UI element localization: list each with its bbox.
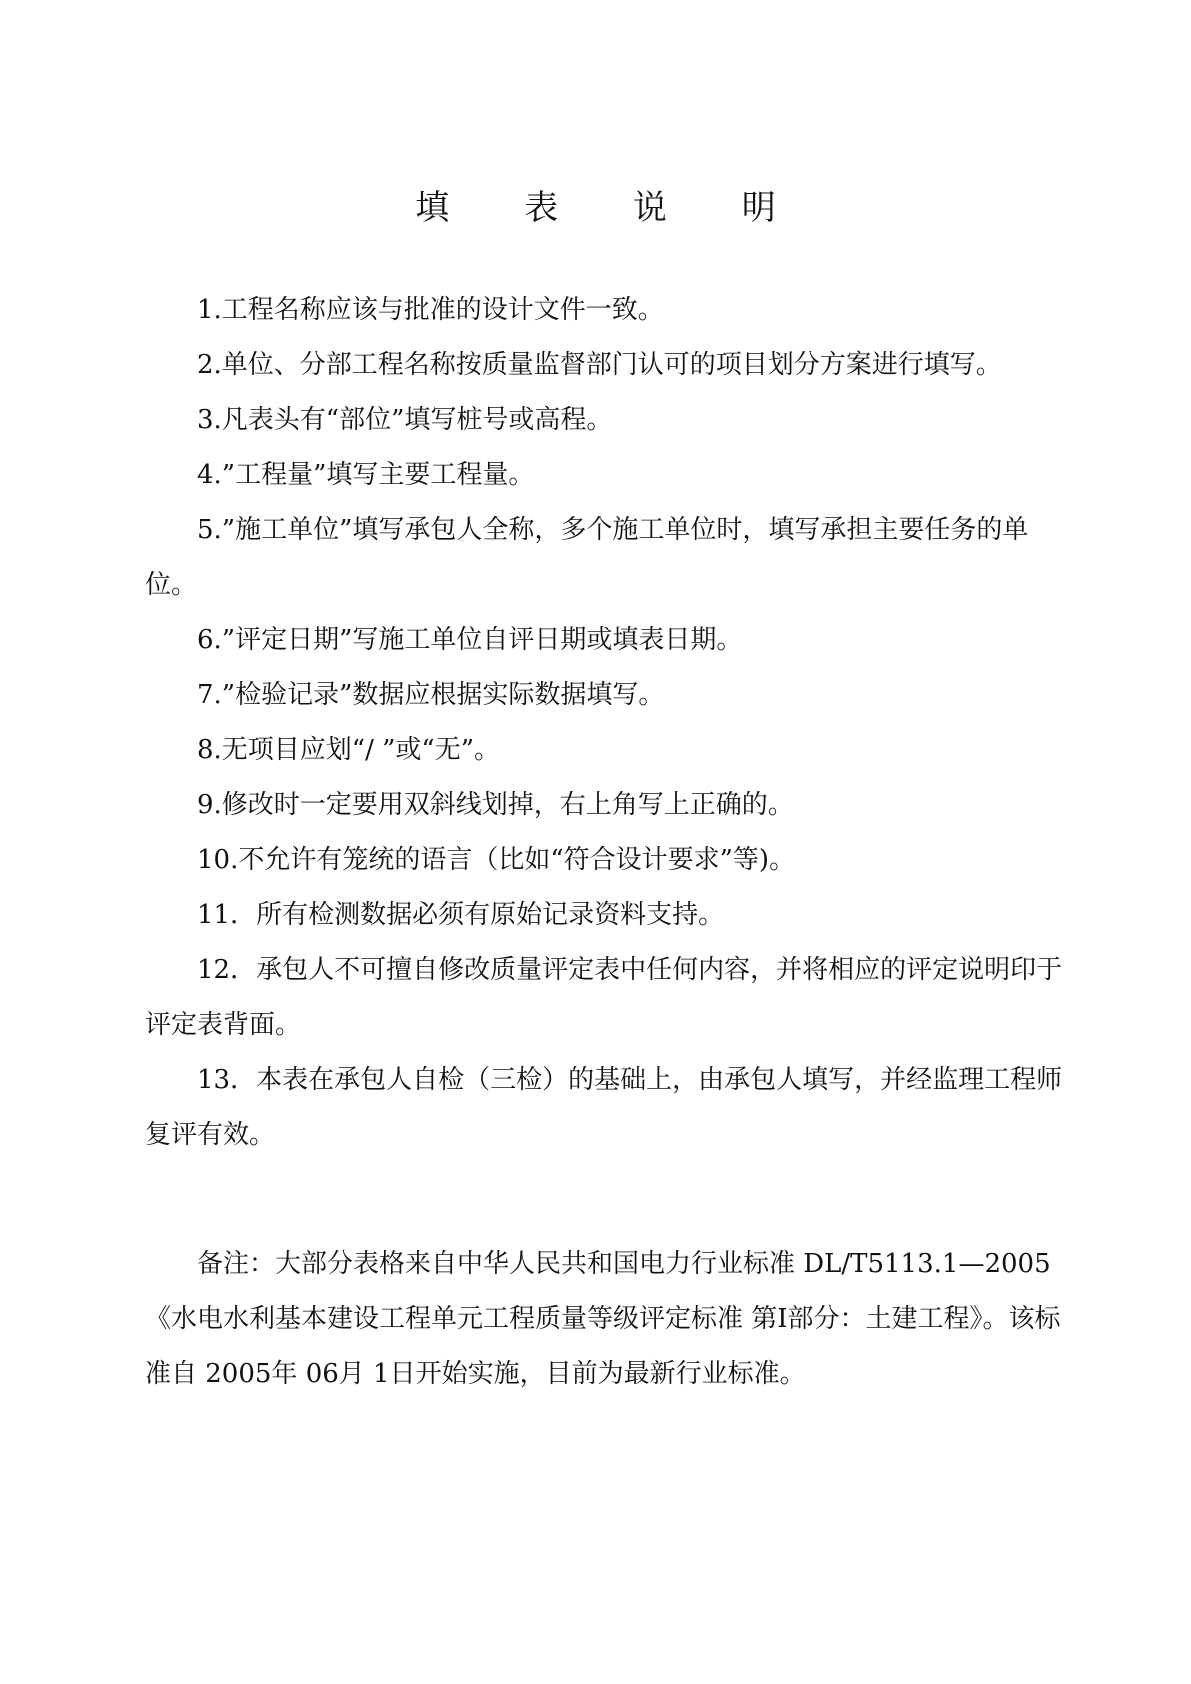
instruction-item-7: 7.”检验记录”数据应根据实际数据填写。 xyxy=(197,680,665,710)
instruction-item-12: 12．承包人不可擅自修改质量评定表中任何内容，并将相应的评定说明印于评定表背面。 xyxy=(145,955,1063,1040)
instruction-item-4: 4.”工程量”填写主要工程量。 xyxy=(197,460,535,490)
remarks-section xyxy=(145,1237,1075,1402)
instruction-item-9: 9.修改时一定要用双斜线划掉，右上角写上正确的。 xyxy=(197,790,794,820)
instruction-item-11: 11．所有检测数据必须有原始记录资料支持。 xyxy=(197,900,725,930)
instruction-item-5: 5.”施工单位”填写承包人全称，多个施工单位时，填写承担主要任务的单位。 xyxy=(145,515,1029,600)
instruction-item-2: 2.单位、分部工程名称按质量监督部门认可的项目划分方案进行填写。 xyxy=(197,350,1002,380)
instruction-item-1: 1.工程名称应该与批准的设计文件一致。 xyxy=(197,295,664,325)
page-title: 填 表 说 明 xyxy=(415,188,808,228)
instruction-item-10: 10.不允许有笼统的语言（比如“符合设计要求”等)。 xyxy=(197,845,796,875)
remarks-text: 备注：大部分表格来自中华人民共和国电力行业标准 DL/T5113.1—2005《水电水利基本建设工程单元工程质量等级评定标准 第Ⅰ部分：土建工程》。该标准自 2005年 06月 1日开始实施，目前为最新行业标准。 xyxy=(145,1249,1061,1389)
instructions-list xyxy=(145,283,1075,1163)
instruction-item-13: 13．本表在承包人自检（三检）的基础上，由承包人填写，并经监理工程师复评有效。 xyxy=(145,1065,1063,1150)
instruction-item-3: 3.凡表头有“部位”填写桩号或高程。 xyxy=(197,405,613,435)
instruction-item-6: 6.”评定日期”写施工单位自评日期或填表日期。 xyxy=(197,625,743,655)
instruction-item-8: 8.无项目应划“/ ”或“无”。 xyxy=(197,735,500,765)
